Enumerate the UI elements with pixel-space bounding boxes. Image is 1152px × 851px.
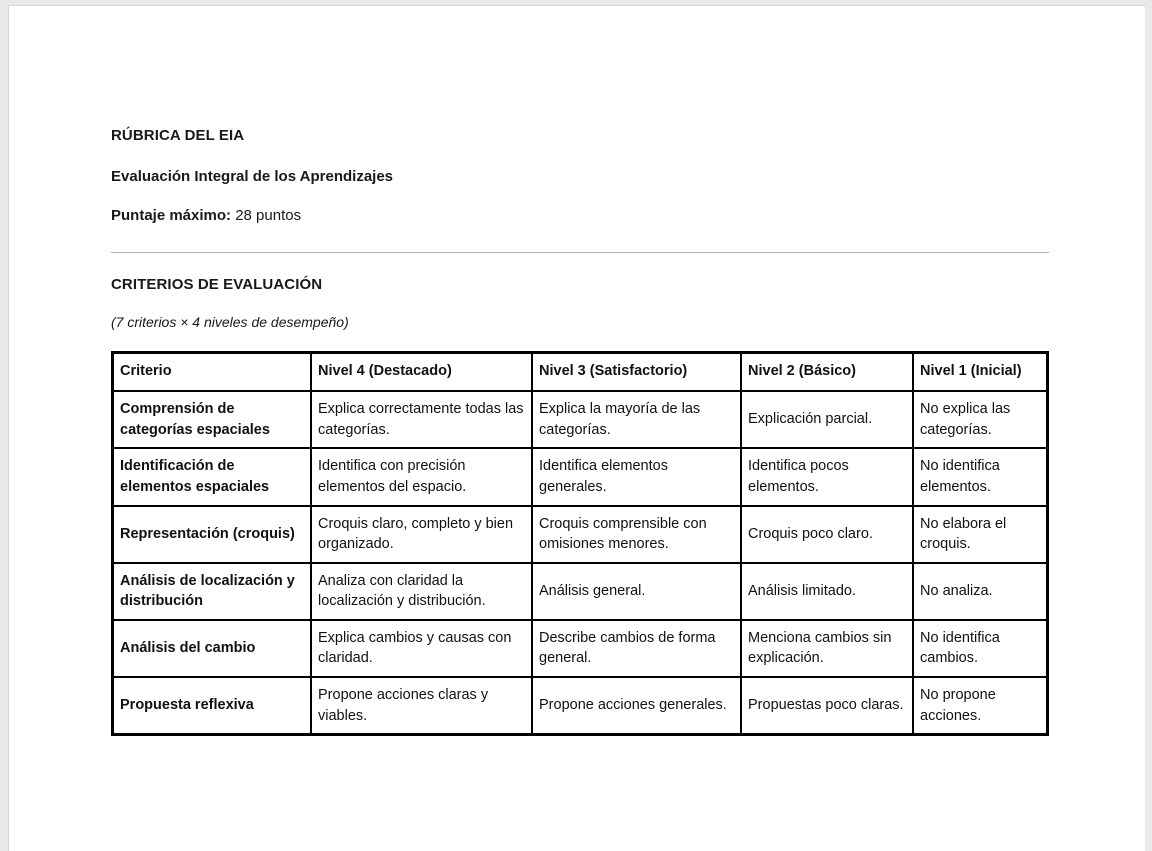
document-subtitle: Evaluación Integral de los Aprendizajes bbox=[111, 167, 394, 185]
document-page bbox=[8, 5, 1145, 851]
table-row bbox=[113, 506, 1047, 563]
table-row bbox=[113, 677, 1047, 734]
cell-nivel-1: No identifica elementos. bbox=[913, 448, 1047, 505]
cell-nivel-1: No explica las categorías. bbox=[913, 391, 1047, 448]
cell-nivel-1: No propone acciones. bbox=[913, 677, 1047, 734]
cell-nivel-2: Identifica pocos elementos. bbox=[741, 448, 913, 505]
cell-nivel-4: Analiza con claridad la localización y distribución. bbox=[311, 563, 532, 620]
table-row bbox=[113, 563, 1047, 620]
max-score-line bbox=[111, 206, 1051, 226]
criterion-name: Propuesta reflexiva bbox=[113, 677, 311, 734]
cell-nivel-2: Menciona cambios sin explicación. bbox=[741, 620, 913, 677]
column-header-criterio: Criterio bbox=[113, 353, 311, 391]
column-header-nivel-3: Nivel 3 (Satisfactorio) bbox=[532, 353, 741, 391]
cell-nivel-4: Identifica con precisión elementos del espacio. bbox=[311, 448, 532, 505]
table-row bbox=[113, 620, 1047, 677]
cell-nivel-4: Croquis claro, completo y bien organizado. bbox=[311, 506, 532, 563]
cell-nivel-1: No analiza. bbox=[913, 563, 1047, 620]
criterion-name: Análisis de localización y distribución bbox=[113, 563, 311, 620]
max-score-value: 28 puntos bbox=[235, 207, 302, 224]
criterion-name: Comprensión de categorías espaciales bbox=[113, 391, 311, 448]
cell-nivel-3: Análisis general. bbox=[532, 563, 741, 620]
cell-nivel-2: Análisis limitado. bbox=[741, 563, 913, 620]
column-header-nivel-2: Nivel 2 (Básico) bbox=[741, 353, 913, 391]
table-row bbox=[113, 391, 1047, 448]
column-header-nivel-4: Nivel 4 (Destacado) bbox=[311, 353, 532, 391]
cell-nivel-4: Explica correctamente todas las categorías. bbox=[311, 391, 532, 448]
cell-nivel-1: No elabora el croquis. bbox=[913, 506, 1047, 563]
cell-nivel-2: Croquis poco claro. bbox=[741, 506, 913, 563]
cell-nivel-3: Describe cambios de forma general. bbox=[532, 620, 741, 677]
table-row bbox=[113, 448, 1047, 505]
criterion-name: Identificación de elementos espaciales bbox=[113, 448, 311, 505]
cell-nivel-4: Explica cambios y causas con claridad. bbox=[311, 620, 532, 677]
criteria-section-heading: CRITERIOS DE EVALUACIÓN bbox=[111, 275, 323, 293]
criteria-section-note: (7 criterios × 4 niveles de desempeño) bbox=[111, 314, 349, 330]
cell-nivel-2: Explicación parcial. bbox=[741, 391, 913, 448]
column-header-nivel-1: Nivel 1 (Inicial) bbox=[913, 353, 1047, 391]
document-title: RÚBRICA DEL EIA bbox=[111, 127, 245, 144]
rubric-table bbox=[111, 351, 1049, 736]
cell-nivel-3: Croquis comprensible con omisiones menores. bbox=[532, 506, 741, 563]
cell-nivel-2: Propuestas poco claras. bbox=[741, 677, 913, 734]
document-content bbox=[111, 126, 1051, 736]
table-header-row bbox=[113, 353, 1047, 391]
max-score-label: Puntaje máximo: bbox=[111, 207, 232, 224]
section-divider bbox=[111, 252, 1049, 253]
cell-nivel-3: Propone acciones generales. bbox=[532, 677, 741, 734]
criterion-name: Análisis del cambio bbox=[113, 620, 311, 677]
cell-nivel-3: Explica la mayoría de las categorías. bbox=[532, 391, 741, 448]
cell-nivel-4: Propone acciones claras y viables. bbox=[311, 677, 532, 734]
criterion-name: Representación (croquis) bbox=[113, 506, 311, 563]
cell-nivel-1: No identifica cambios. bbox=[913, 620, 1047, 677]
cell-nivel-3: Identifica elementos generales. bbox=[532, 448, 741, 505]
